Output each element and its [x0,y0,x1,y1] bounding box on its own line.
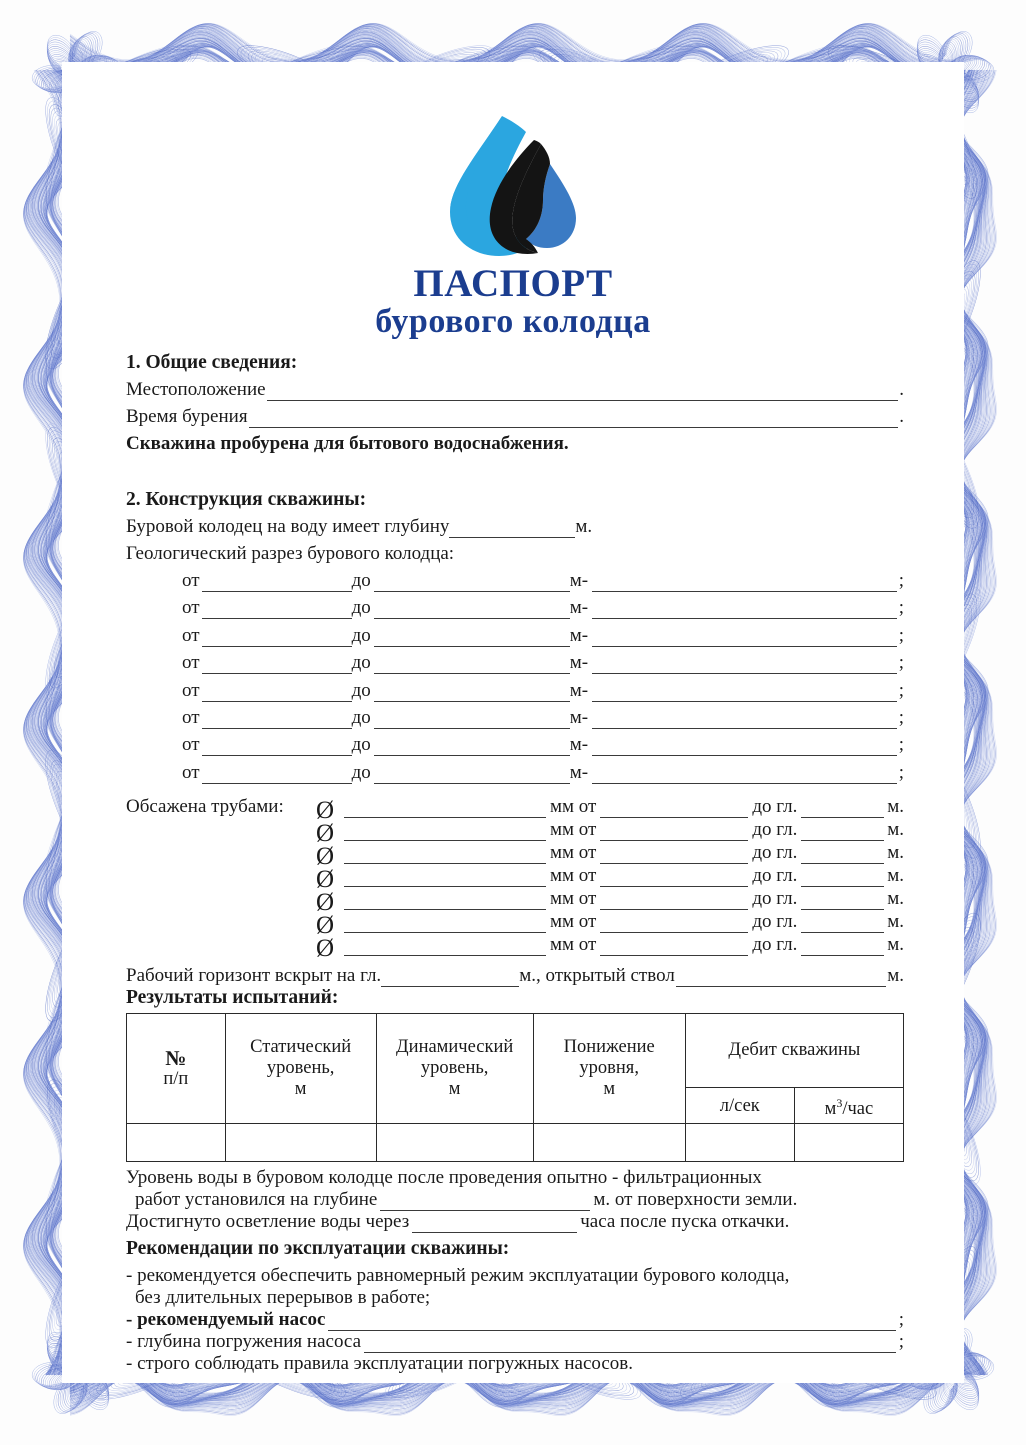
casing-diameter-input[interactable] [344,824,546,841]
clarify-label: Достигнуто осветление воды через [126,1211,410,1233]
col-static-line3: м [294,1079,307,1100]
recommendations-heading: Рекомендации по эксплуатации скважины: [126,1238,510,1260]
casing-label: Обсажена трубами: [126,796,284,818]
document-body [126,352,904,1375]
col-drawdown-line1: Понижение [563,1037,655,1058]
m3h-sup: 3 [836,1095,843,1110]
geo-from-input[interactable] [202,601,352,619]
geo-terminator: ; [898,570,904,591]
col-header-debit: Дебит скважины [685,1014,903,1088]
casing-do-gl-label: до гл. [752,796,798,818]
casing-m-label: м. [887,934,904,956]
m3h-main: м [824,1098,837,1119]
casing-diameter-input[interactable] [344,916,546,933]
casing-to-input[interactable] [801,801,884,818]
table-row [127,1124,904,1162]
geo-heading: Геологический разрез бурового колодца: [126,543,455,564]
geo-row [182,570,904,592]
casing-row [126,796,904,825]
field-drilltime-input[interactable] [249,409,899,428]
water-level-line2 [126,1189,904,1211]
casing-from-input[interactable] [600,847,748,864]
page-title-line1: ПАСПОРТ [413,262,613,305]
geo-from-label: от [182,624,200,646]
geo-row [182,762,904,784]
section1-heading: 1. Общие сведения: [126,352,298,373]
geological-section-list [182,570,904,784]
table-header-row [127,1014,904,1088]
diameter-icon: Ø [315,797,335,825]
geo-description-input[interactable] [592,601,897,619]
geo-terminator: ; [898,734,904,756]
depth-row [126,516,904,538]
results-heading: Результаты испытаний: [126,987,339,1009]
casing-to-input[interactable] [801,893,884,910]
horizon-label: Рабочий горизонт вскрыт на гл. [126,965,382,987]
casing-to-input[interactable] [801,870,884,887]
geo-to-input[interactable] [374,656,570,674]
geo-row [182,734,904,756]
geo-row [182,652,904,674]
geo-terminator: ; [898,761,904,783]
geo-to-input[interactable] [374,574,570,592]
casing-from-input[interactable] [600,916,748,933]
water-level-input[interactable] [380,1193,590,1211]
pump-depth-label: - глубина погружения насоса [126,1331,362,1353]
geo-to-input[interactable] [374,629,570,647]
field-location-input[interactable] [267,382,899,401]
casing-mm-ot-label: мм от [550,888,597,910]
cell-static[interactable] [225,1124,376,1162]
diameter-icon: Ø [315,866,335,894]
geo-to-label: до [351,761,371,783]
casing-from-input[interactable] [600,801,748,818]
casing-mm-ot-label: мм от [550,842,597,864]
geo-to-label: до [351,624,371,646]
recommendation-item1-line2: без длительных перерывов в работе; [135,1287,431,1309]
geo-unit-label: м- [569,761,589,783]
geo-to-label: до [351,734,371,756]
col-dynamic-line2: уровень, [420,1058,489,1079]
geo-from-label: от [182,706,200,728]
cell-no[interactable] [127,1124,226,1162]
water-level-label: работ установился на глубине [135,1189,378,1211]
col-header-no [127,1014,226,1124]
depth-label: Буровой колодец на воду имеет глубину [126,516,450,537]
geo-to-input[interactable] [374,601,570,619]
clarify-line [126,1211,904,1233]
casing-to-input[interactable] [801,916,884,933]
diameter-icon: Ø [315,820,335,848]
casing-from-input[interactable] [600,870,748,887]
recommendation-item2 [126,1309,904,1331]
geo-to-label: до [351,570,371,591]
clarify-suffix: часа после пуска откачки. [580,1211,790,1233]
water-level-suffix: м. от поверхности земли. [593,1189,798,1211]
geo-to-label: до [351,652,371,674]
page-title-line2: бурового колодца [375,303,651,340]
depth-unit: м. [575,516,593,537]
geo-description-input[interactable] [592,656,897,674]
casing-do-gl-label: до гл. [752,911,798,933]
casing-mm-ot-label: мм от [550,819,597,841]
col-no-line1: № [165,1045,187,1070]
cell-lsec[interactable] [685,1124,794,1162]
geo-from-input[interactable] [202,629,352,647]
field-location-terminator: . [899,379,904,400]
horizon-row [126,965,904,987]
recommendation-item3 [126,1331,904,1353]
col-drawdown-line2: уровня, [579,1058,639,1079]
casing-row [126,934,904,963]
casing-m-label: м. [887,796,904,818]
col-header-drawdown [533,1014,685,1124]
geo-to-input[interactable] [374,766,570,784]
casing-to-input[interactable] [801,847,884,864]
col-no-line2: п/п [163,1068,189,1089]
casing-pipes-list [126,796,904,963]
geo-from-label: от [182,597,200,619]
geo-from-input[interactable] [202,711,352,729]
col-dynamic-line1: Динамический [396,1037,514,1058]
diameter-icon: Ø [315,912,335,940]
casing-mm-ot-label: мм от [550,934,597,956]
geo-terminator: ; [898,706,904,728]
casing-diameter-input[interactable] [344,847,546,864]
col-header-static [225,1014,376,1124]
depth-input[interactable] [449,520,575,538]
geo-from-input[interactable] [202,738,352,756]
horizon-openhole-input[interactable] [676,968,886,987]
geo-description-input[interactable] [592,684,897,702]
cell-dynamic[interactable] [376,1124,533,1162]
geo-row [182,680,904,702]
cell-drawdown[interactable] [533,1124,685,1162]
geo-unit-label: м- [569,734,589,756]
geo-description-input[interactable] [592,574,897,592]
col-static-line1: Статический [250,1037,352,1058]
casing-m-label: м. [887,865,904,887]
casing-m-label: м. [887,888,904,910]
field-location-row [126,379,904,401]
geo-from-label: от [182,679,200,701]
casing-diameter-input[interactable] [344,893,546,910]
casing-row [126,888,904,917]
diameter-icon: Ø [315,843,335,871]
geo-from-label: от [182,761,200,783]
horizon-unit-label: м. [887,965,904,987]
geo-to-input[interactable] [374,738,570,756]
casing-do-gl-label: до гл. [752,888,798,910]
geo-to-label: до [351,597,371,619]
casing-diameter-input[interactable] [344,939,546,956]
geo-terminator: ; [898,597,904,619]
diameter-icon: Ø [315,935,335,963]
geo-description-input[interactable] [592,738,897,756]
geo-unit-label: м- [569,706,589,728]
recommended-pump-input[interactable] [328,1313,895,1331]
casing-diameter-input[interactable] [344,801,546,818]
casing-m-label: м. [887,911,904,933]
casing-to-input[interactable] [801,939,884,956]
col-dynamic-line3: м [448,1079,461,1100]
casing-from-input[interactable] [600,824,748,841]
geo-from-input[interactable] [202,766,352,784]
geo-from-label: от [182,734,200,756]
geo-description-input[interactable] [592,629,897,647]
geo-to-input[interactable] [374,711,570,729]
casing-do-gl-label: до гл. [752,842,798,864]
results-table [126,1013,904,1162]
geo-to-label: до [351,679,371,701]
geo-from-input[interactable] [202,574,352,592]
field-drilltime-terminator: . [899,406,904,427]
water-level-line1: Уровень воды в буровом колодце после проведения опытно - фильтрационных [126,1167,762,1189]
geo-unit-label: м- [569,624,589,646]
casing-mm-ot-label: мм от [550,865,597,887]
geo-unit-label: м- [569,570,589,591]
horizon-mid-label: м., открытый ствол [519,965,675,987]
geo-from-label: от [182,652,200,674]
recommendation-item4: - строго соблюдать правила эксплуатации погружных насосов. [126,1353,634,1375]
casing-mm-ot-label: мм от [550,911,597,933]
geo-row [182,707,904,729]
geo-from-label: от [182,570,200,591]
geo-row [182,597,904,619]
recommended-pump-terminator: ; [898,1309,904,1331]
recommendation-item1-line1: - рекомендуется обеспечить равномерный режим эксплуатации бурового колодца, [126,1265,790,1287]
geo-to-input[interactable] [374,684,570,702]
casing-diameter-input[interactable] [344,870,546,887]
geo-unit-label: м- [569,652,589,674]
field-drilltime-row [126,406,904,428]
casing-do-gl-label: до гл. [752,819,798,841]
pump-depth-input[interactable] [364,1335,896,1353]
m3h-tail: /час [842,1098,874,1119]
section1-statement: Скважина пробурена для бытового водоснабжения. [126,433,569,454]
casing-do-gl-label: до гл. [752,934,798,956]
geo-from-input[interactable] [202,656,352,674]
geo-terminator: ; [898,679,904,701]
horizon-depth-input[interactable] [381,969,519,987]
casing-mm-ot-label: мм от [550,796,597,818]
clarify-input[interactable] [412,1215,577,1233]
col-drawdown-line3: м [603,1079,616,1100]
casing-to-input[interactable] [801,824,884,841]
diameter-icon: Ø [315,889,335,917]
casing-row [126,842,904,871]
water-drop-logo [442,108,592,263]
pump-depth-terminator: ; [898,1331,904,1353]
geo-row [182,625,904,647]
casing-m-label: м. [887,819,904,841]
col-header-lsec: л/сек [685,1088,794,1124]
geo-from-input[interactable] [202,684,352,702]
col-header-m3h [794,1088,903,1124]
casing-do-gl-label: до гл. [752,865,798,887]
field-drilltime-label: Время бурения [126,406,248,427]
col-header-dynamic [376,1014,533,1124]
geo-unit-label: м- [569,597,589,619]
cell-m3h[interactable] [794,1124,903,1162]
section2-heading: 2. Конструкция скважины: [126,489,367,510]
casing-row [126,911,904,940]
geo-to-label: до [351,706,371,728]
casing-from-input[interactable] [600,939,748,956]
casing-row [126,865,904,894]
geo-terminator: ; [898,624,904,646]
casing-m-label: м. [887,842,904,864]
casing-from-input[interactable] [600,893,748,910]
geo-description-input[interactable] [592,766,897,784]
casing-row [126,819,904,848]
geo-terminator: ; [898,652,904,674]
recommended-pump-label: - рекомендуемый насос [126,1309,326,1331]
field-location-label: Местоположение [126,379,266,400]
geo-description-input[interactable] [592,711,897,729]
col-static-line2: уровень, [266,1058,335,1079]
geo-unit-label: м- [569,679,589,701]
